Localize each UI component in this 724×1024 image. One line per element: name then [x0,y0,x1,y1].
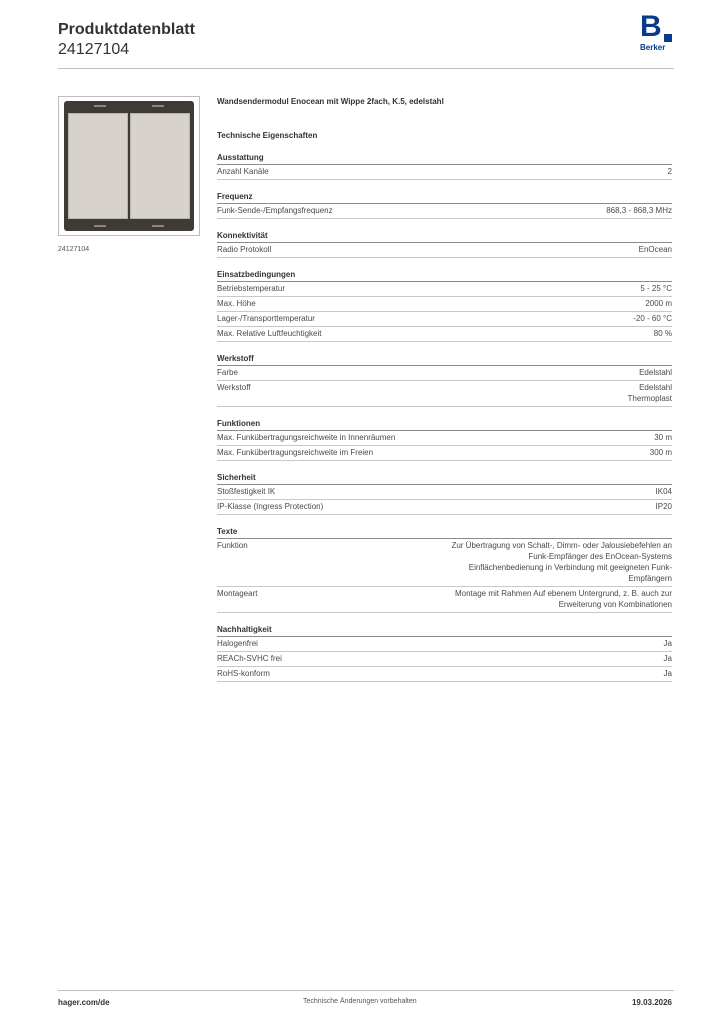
property-label: Werkstoff [217,383,251,392]
property-row [217,381,672,407]
property-group [217,152,672,180]
property-group [217,624,672,682]
logo-square [664,34,672,42]
group-title: Konnektivität [217,230,672,243]
property-value: IP20 [655,502,672,511]
property-value: EnOcean [638,245,672,254]
property-value: Edelstahl [639,368,672,377]
property-label: Max. Funkübertragungsreichweite in Innenräumen [217,433,396,442]
frame-slot [152,105,164,107]
footer-disclaimer: Technische Änderungen vorbehalten [303,998,417,1005]
property-group [217,191,672,219]
group-title: Funktionen [217,418,672,431]
property-groups [217,152,672,682]
property-row [217,204,672,219]
property-label: Halogenfrei [217,639,258,648]
property-row [217,667,672,682]
property-group [217,269,672,342]
property-value: Ja [663,669,672,678]
document-header [58,20,195,60]
property-value: Edelstahl Thermoplast [627,383,672,403]
property-group [217,353,672,407]
rocker-left [68,113,128,219]
property-row [217,485,672,500]
footer-divider [58,990,674,991]
group-title: Sicherheit [217,472,672,485]
property-row [217,431,672,446]
group-title: Einsatzbedingungen [217,269,672,282]
article-number: 24127104 [58,41,130,58]
group-title: Frequenz [217,191,672,204]
frame-slot [94,105,106,107]
frame-slot [152,225,164,227]
property-label: Montageart [217,589,258,598]
group-title: Texte [217,526,672,539]
property-group [217,472,672,515]
property-row [217,282,672,297]
footer-website: hager.com/de [58,998,110,1007]
property-value: 2 [667,167,672,176]
property-value: 868,3 - 868,3 MHz [606,206,672,215]
rocker-right [130,113,190,219]
property-value: 30 m [654,433,672,442]
property-label: Lager-/Transporttemperatur [217,314,315,323]
frame-slot [94,225,106,227]
property-label: Max. Höhe [217,299,256,308]
property-group [217,230,672,258]
property-label: IP-Klasse (Ingress Protection) [217,502,324,511]
group-title: Nachhaltigkeit [217,624,672,637]
property-label: Max. Relative Luftfeuchtigkeit [217,329,322,338]
property-value: IK04 [655,487,672,496]
property-row [217,327,672,342]
property-row [217,539,672,587]
group-title: Ausstattung [217,152,672,165]
logo-wordmark: Berker [640,43,666,52]
berker-logo [640,10,674,54]
property-value: Zur Übertragung von Schalt-, Dimm- oder Jalousiebefehlen an Funk-Empfänger des EnOcean-Systems Einflächenbedienung in Verbindung mit geeigneten Funk-Empfängern [451,541,672,583]
property-label: Anzahl Kanäle [217,167,269,176]
product-image [58,96,200,236]
property-row [217,500,672,515]
footer-date: 19.03.2026 [631,998,672,1007]
property-row [217,637,672,652]
property-value: Ja [663,654,672,663]
property-row [217,587,672,613]
switch-frame [64,101,194,231]
property-label: Funktion [217,541,248,550]
property-label: RoHS-konform [217,669,270,678]
property-row [217,312,672,327]
property-row [217,446,672,461]
property-label: Farbe [217,368,238,377]
product-name: Wandsendermodul Enocean mit Wippe 2fach, K.5, edelstahl [217,97,444,106]
property-label: REACh-SVHC frei [217,654,282,663]
property-group [217,526,672,613]
document-title: Produktdatenblatt [58,21,195,38]
property-row [217,366,672,381]
property-label: Betriebstemperatur [217,284,286,293]
section-heading: Technische Eigenschaften [217,131,318,140]
property-value: Montage mit Rahmen Auf ebenem Untergrund, z. B. auch zur Erweiterung von Kombinationen [454,589,672,609]
header-divider [58,68,674,69]
property-group [217,418,672,461]
property-label: Max. Funkübertragungsreichweite im Freien [217,448,374,457]
property-row [217,297,672,312]
image-caption: 24127104 [58,246,90,253]
property-value: 5 - 25 °C [640,284,672,293]
property-value: 300 m [649,448,672,457]
property-value: -20 - 60 °C [633,314,672,323]
property-row [217,165,672,180]
property-label: Stoßfestigkeit IK [217,487,276,496]
property-value: Ja [663,639,672,648]
group-title: Werkstoff [217,353,672,366]
property-value: 80 % [653,329,672,338]
property-row [217,652,672,667]
product-details [217,96,672,682]
property-label: Funk-Sende-/Empfangsfrequenz [217,206,333,215]
logo-letter: B [640,10,662,43]
property-label: Radio Protokoll [217,245,272,254]
property-value: 2000 m [645,299,672,308]
property-row [217,243,672,258]
